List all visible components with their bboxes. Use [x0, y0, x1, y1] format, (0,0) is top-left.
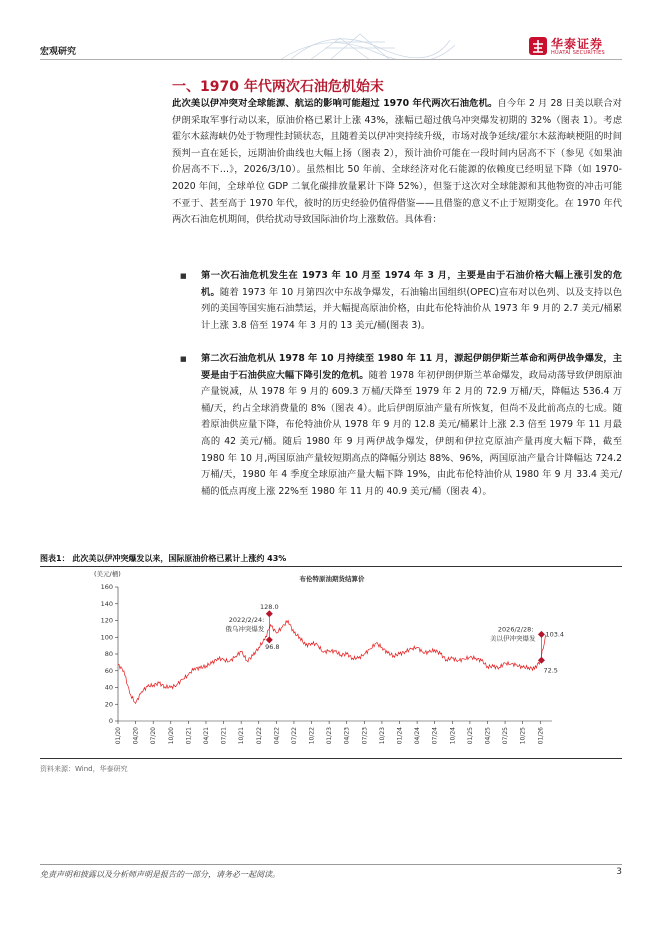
- intro-paragraph: [172, 96, 622, 229]
- bullet-2-lead: 第二次石油危机从 1978 年 10 月持续至 1980 年 11 月，源起伊朗伊斯兰革命和两伊战争爆发，主要是由于石油供应大幅下降引发的危机。: [201, 353, 622, 381]
- y-tick-label: 80: [104, 650, 113, 659]
- x-tick-label: 10/24: [449, 727, 457, 745]
- x-tick-label: 04/25: [484, 727, 492, 745]
- huatai-logo: [528, 34, 628, 60]
- bullet-2-body: 随着 1978 年初伊朗伊斯兰革命爆发，政局动荡导致伊朗原油产量锐减，从 1978 年 9 月的 609.3 万桶/天降至 1979 年 2 月的 72.9 万桶/天，降幅达 536.4 万桶/天，约占全球消费量的 8%（图表 4）。此后伊朗原油产量有所恢复，但尚不及此前高点的七成。随着原油供应量下降，布伦特油价从 1978 年 9 月的 12.8 美元/桶累计上涨 2.3 倍至 1979 年 11 月最高的 42 美元/桶。随后 1980 年 9 月两伊战争爆发，伊朗和伊拉克原油产量再度大幅下降，截至 1980 年 10 月,两国原油产量较短期高点的降幅分别达 88%、96%，两国原油产量合计降幅达 724.2 万桶/天，1980 年 4 季度全球原油产量大幅下降 19%，由此布伦特油价从 1980 年 9 月 33.4 美元/桶的低点再度上涨 22%至 1980 年 11 月的 40.9 美元/桶（图表 4）。: [201, 369, 622, 497]
- bullet-1-body: 随着 1973 年 10 月第四次中东战争爆发，石油输出国组织(OPEC)宣布对以色列、以及支持以色列的美国等国实施石油禁运，并大幅提高原油价格，由此布伦特油价从 1973 年 9 月的 2.7 美元/桶累计上涨 3.8 倍至 1974 年 3 月的 13 美元/桶(图表 3)。: [201, 286, 622, 331]
- x-tick-label: 10/22: [308, 727, 316, 745]
- x-tick-label: 10/25: [519, 727, 527, 745]
- chart-x-axis: [115, 721, 552, 744]
- footer-disclaimer: 免责声明和披露以及分析师声明是报告的一部分，请务必一起阅读。: [40, 870, 280, 879]
- bullet-second-oil-crisis: [201, 351, 622, 500]
- annotation-event-iran: 美以伊冲突爆发: [489, 634, 536, 643]
- x-tick-label: 01/22: [255, 727, 263, 745]
- bullet-first-oil-crisis: [201, 268, 622, 334]
- y-tick-label: 140: [100, 599, 113, 608]
- x-tick-label: 01/21: [185, 727, 193, 745]
- chart-title: 布伦特原油期货结算价: [299, 575, 365, 583]
- y-tick-label: 120: [100, 616, 113, 625]
- x-tick-label: 07/21: [220, 727, 228, 745]
- x-tick-label: 07/24: [431, 727, 439, 745]
- x-tick-label: 04/22: [273, 727, 281, 745]
- annotation-date-russia-ukraine: 2022/2/24:: [228, 615, 265, 624]
- intro-lead: 此次美以伊冲突对全球能源、航运的影响可能超过 1970 年代两次石油危机。: [172, 98, 498, 109]
- x-tick-label: 07/23: [361, 727, 369, 745]
- y-tick-label: 100: [100, 633, 113, 642]
- annotation-value-start: 96.8: [265, 642, 280, 651]
- bullet-marker: ■: [180, 355, 187, 363]
- annotation-value-iran-start: 72.5: [543, 666, 558, 675]
- section-heading: 一、1970 年代两次石油危机始末: [172, 79, 384, 95]
- x-tick-label: 10/20: [167, 727, 175, 745]
- figure-source: 资料来源：Wind，华泰研究: [40, 765, 128, 773]
- x-tick-label: 04/20: [132, 727, 140, 745]
- figure-title: 图表1： 此次美以伊冲突爆发以来，国际原油价格已累计上涨约 43%: [40, 554, 287, 563]
- x-tick-label: 01/24: [396, 727, 404, 745]
- x-tick-label: 10/21: [238, 727, 246, 745]
- intro-body: 自今年 2 月 28 日美以联合对伊朗采取军事行动以来，原油价格已累计上涨 43%，涨幅已超过俄乌冲突爆发初期的 32%（图表 1）。考虑霍尔木兹海峡仍处于物理性封锁状态，且随着美以伊冲突持续升级，市场对战争延续/霍尔木兹海峡梗阻的时间预判一直在延长，远期油价曲线也大幅上扬（图表 2），预计油价可能在一段时间内居高不下（参见《如果油价居高不下…》，2026/3/10）。虽然相比 50 年前、全球经济对化石能源的依赖度已经明显下降（如 1970-2020 年间，全球单位 GDP 二氧化碳排放量累计下降 52%），但鉴于这次对全球能源和其他物资的冲击可能不亚于、甚至高于 1970 年代，彼时的历史经验仍值得借鉴——且借鉴的意义不止于短期变化。在 1970 年代两次石油危机期间，供给扰动导致国际油价均上涨数倍。具体看：: [172, 98, 622, 226]
- header-decoration-graphic: [270, 30, 460, 60]
- x-tick-label: 07/20: [150, 727, 158, 745]
- x-tick-label: 01/25: [466, 727, 474, 745]
- y-tick-label: 40: [104, 683, 113, 692]
- y-tick-label: 160: [100, 583, 113, 592]
- section-label: 宏观研究: [40, 47, 77, 57]
- x-tick-label: 07/22: [290, 727, 298, 745]
- huatai-logo-icon: [528, 36, 548, 56]
- chart-y-unit: (美元/桶): [94, 570, 121, 578]
- header-divider: [40, 59, 622, 60]
- figure-bottom-rule: [40, 758, 622, 759]
- y-tick-label: 20: [104, 700, 113, 709]
- annotation-event-russia-ukraine: 俄乌冲突爆发: [225, 624, 265, 633]
- x-tick-label: 04/23: [343, 727, 351, 745]
- x-tick-label: 01/23: [326, 727, 334, 745]
- y-tick-label: 0: [108, 717, 113, 726]
- chart-series: [118, 621, 546, 704]
- x-tick-label: 04/24: [414, 727, 422, 745]
- annotation-date-iran: 2026/2/28:: [497, 625, 534, 634]
- logo-text-en: HUATAI SECURITIES: [551, 50, 605, 56]
- chart-y-axis: [101, 583, 118, 725]
- y-tick-label: 60: [104, 666, 113, 675]
- annotation-value-now: 103.4: [545, 630, 565, 639]
- logo-text-cn: 华泰证券: [551, 37, 604, 51]
- bullet-1-lead: 第一次石油危机发生在 1973 年 10 月至 1974 年 3 月，主要是由于石油价格大幅上涨引发的危机。: [201, 270, 622, 298]
- x-tick-label: 04/21: [202, 727, 210, 745]
- x-tick-label: 01/26: [537, 727, 545, 745]
- annotation-value-peak: 128.0: [260, 602, 279, 611]
- footer-divider: [40, 864, 622, 865]
- x-tick-label: 01/20: [115, 727, 122, 745]
- brent-price-chart: [40, 567, 622, 757]
- brent-price-line: [118, 621, 546, 704]
- x-tick-label: 07/25: [502, 727, 510, 745]
- page-number: 3: [616, 867, 622, 877]
- bullet-marker: ■: [180, 272, 187, 280]
- x-tick-label: 10/23: [378, 727, 386, 745]
